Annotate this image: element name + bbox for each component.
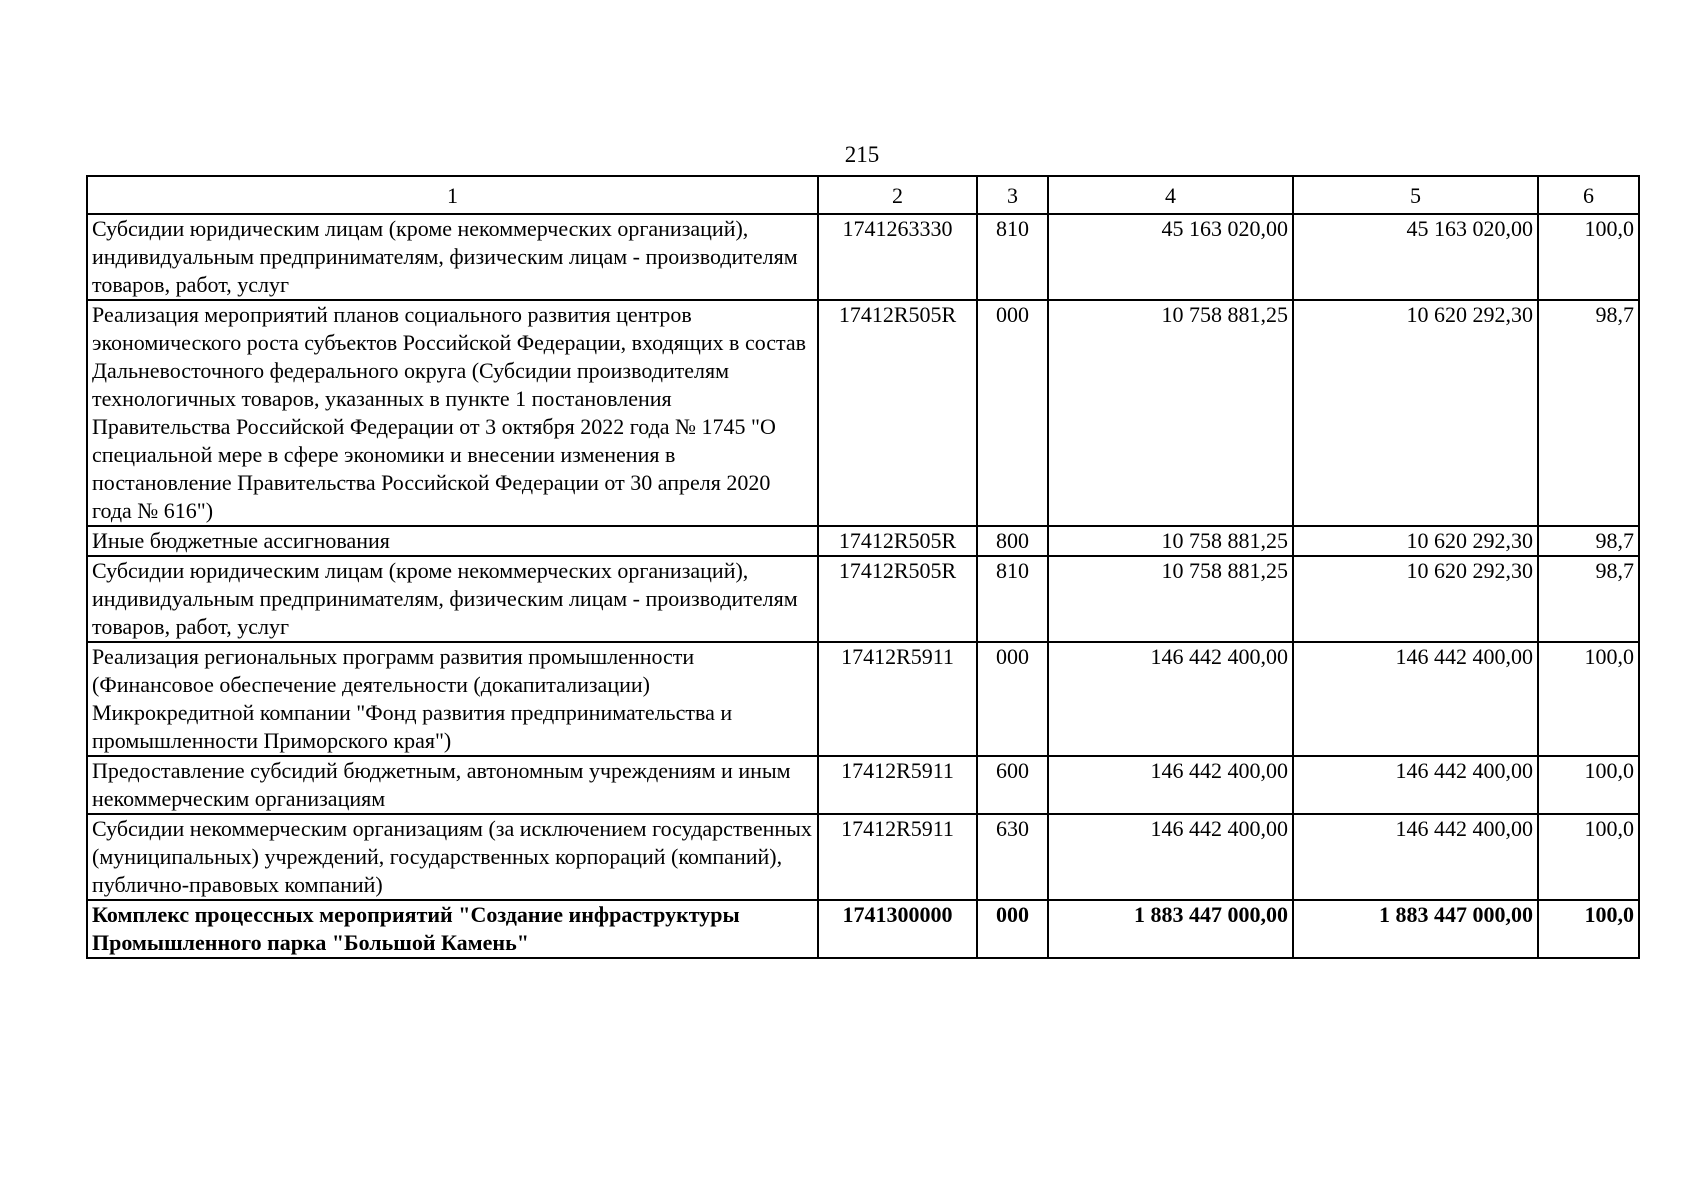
row-percent: 100,0	[1538, 214, 1639, 300]
row-fact-amount: 1 883 447 000,00	[1293, 900, 1538, 958]
table-row	[87, 556, 1639, 642]
table-row	[87, 814, 1639, 900]
row-percent: 100,0	[1538, 756, 1639, 814]
row-plan-amount: 10 758 881,25	[1048, 300, 1293, 526]
row-percent: 100,0	[1538, 900, 1639, 958]
table-row	[87, 756, 1639, 814]
table-row	[87, 300, 1639, 526]
row-csr-code: 17412R505R	[818, 526, 977, 556]
row-plan-amount: 146 442 400,00	[1048, 756, 1293, 814]
row-fact-amount: 146 442 400,00	[1293, 642, 1538, 756]
row-vr-code: 600	[977, 756, 1048, 814]
row-csr-code: 17412R505R	[818, 556, 977, 642]
row-percent: 98,7	[1538, 526, 1639, 556]
row-fact-amount: 146 442 400,00	[1293, 756, 1538, 814]
row-fact-amount: 146 442 400,00	[1293, 814, 1538, 900]
row-fact-amount: 10 620 292,30	[1293, 556, 1538, 642]
table-row-total	[87, 900, 1639, 958]
row-fact-amount: 45 163 020,00	[1293, 214, 1538, 300]
table-row	[87, 526, 1639, 556]
row-plan-amount: 45 163 020,00	[1048, 214, 1293, 300]
row-vr-code: 810	[977, 556, 1048, 642]
row-name: Субсидии юридическим лицам (кроме некоммерческих организаций), индивидуальным предпринимателям, физическим лицам - производителям товаров, работ, услуг	[87, 556, 818, 642]
table-row	[87, 214, 1639, 300]
header-col-4: 4	[1048, 176, 1293, 214]
row-name: Предоставление субсидий бюджетным, автономным учреждениям и иным некоммерческим организациям	[87, 756, 818, 814]
row-vr-code: 810	[977, 214, 1048, 300]
header-col-2: 2	[818, 176, 977, 214]
row-plan-amount: 10 758 881,25	[1048, 556, 1293, 642]
page-number: 215	[844, 142, 880, 167]
row-vr-code: 000	[977, 642, 1048, 756]
row-name: Иные бюджетные ассигнования	[87, 526, 818, 556]
header-col-5: 5	[1293, 176, 1538, 214]
row-name: Субсидии юридическим лицам (кроме некоммерческих организаций), индивидуальным предпринимателям, физическим лицам - производителям товаров, работ, услуг	[87, 214, 818, 300]
row-name: Реализация региональных программ развития промышленности (Финансовое обеспечение деятельности (докапитализации) Микрокредитной компании "Фонд развития предпринимательства и промышленности Приморского края")	[87, 642, 818, 756]
row-csr-code: 17412R5911	[818, 642, 977, 756]
header-col-1: 1	[87, 176, 818, 214]
row-percent: 100,0	[1538, 814, 1639, 900]
row-percent: 98,7	[1538, 300, 1639, 526]
row-plan-amount: 146 442 400,00	[1048, 814, 1293, 900]
row-name: Комплекс процессных мероприятий "Создание инфраструктуры Промышленного парка "Большой Камень"	[87, 900, 818, 958]
table-row	[87, 642, 1639, 756]
header-row	[87, 176, 1639, 214]
row-vr-code: 800	[977, 526, 1048, 556]
row-csr-code: 17412R5911	[818, 756, 977, 814]
budget-table	[86, 175, 1640, 959]
row-csr-code: 17412R5911	[818, 814, 977, 900]
header-col-3: 3	[977, 176, 1048, 214]
row-name: Реализация мероприятий планов социального развития центров экономического роста субъектов Российской Федерации, входящих в состав Дальневосточного федерального округа (Субсидии производителям технологичных товаров, указанных в пункте 1 постановления Правительства Российской Федерации от 3 октября 2022 года № 1745 "О специальной мере в сфере экономики и внесении изменения в постановление Правительства Российской Федерации от 30 апреля 2020 года № 616")	[87, 300, 818, 526]
row-fact-amount: 10 620 292,30	[1293, 526, 1538, 556]
row-plan-amount: 10 758 881,25	[1048, 526, 1293, 556]
row-csr-code: 17412R505R	[818, 300, 977, 526]
row-percent: 98,7	[1538, 556, 1639, 642]
row-csr-code: 1741263330	[818, 214, 977, 300]
row-plan-amount: 146 442 400,00	[1048, 642, 1293, 756]
row-vr-code: 630	[977, 814, 1048, 900]
row-name: Субсидии некоммерческим организациям (за исключением государственных (муниципальных) учреждений, государственных корпораций (компаний), публично-правовых компаний)	[87, 814, 818, 900]
row-fact-amount: 10 620 292,30	[1293, 300, 1538, 526]
row-csr-code: 1741300000	[818, 900, 977, 958]
row-plan-amount: 1 883 447 000,00	[1048, 900, 1293, 958]
header-col-6: 6	[1538, 176, 1639, 214]
row-vr-code: 000	[977, 900, 1048, 958]
row-percent: 100,0	[1538, 642, 1639, 756]
row-vr-code: 000	[977, 300, 1048, 526]
